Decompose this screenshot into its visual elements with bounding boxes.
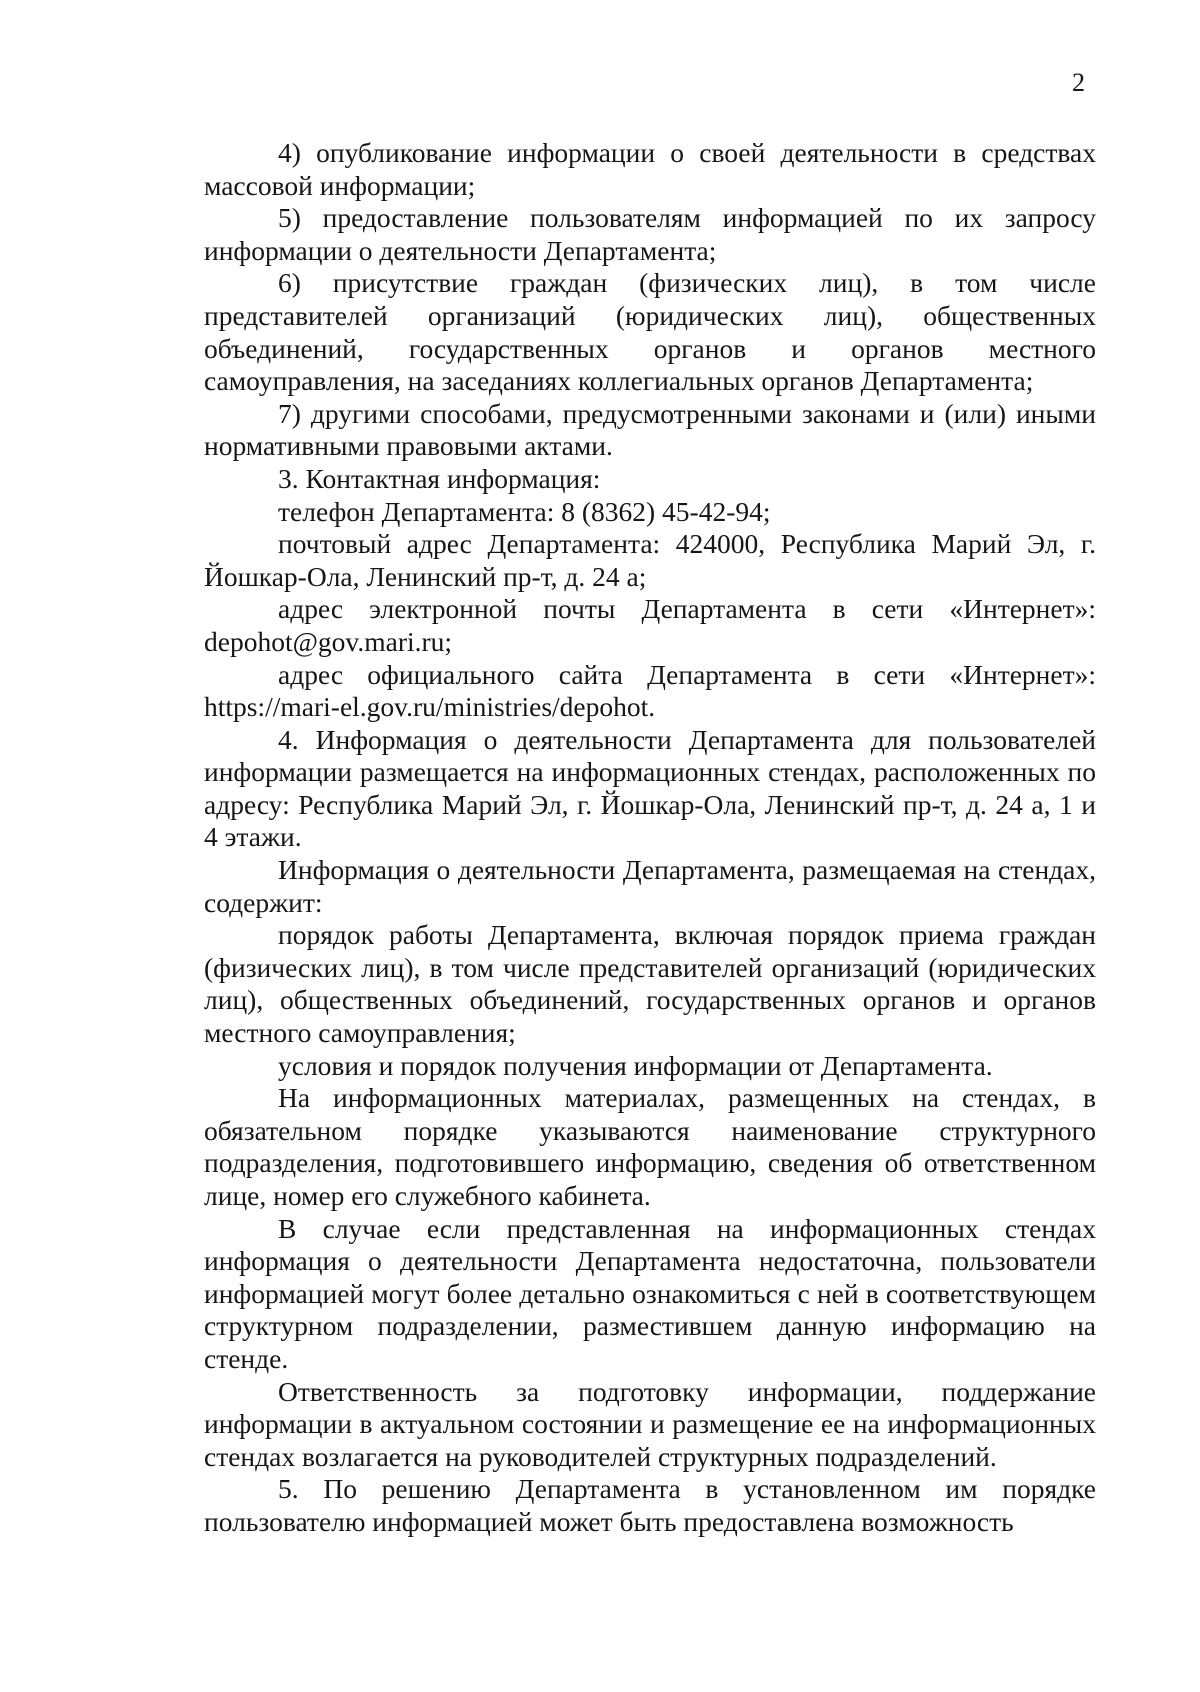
paragraph-item-5-provision: 5) предоставление пользователям информацией по их запросу информации о деятельности Департамента; <box>204 202 1096 266</box>
section-3-heading: 3. Контактная информация: <box>278 462 601 494</box>
contact-website: адрес официального сайта Департамента в сети «Интернет»: https://mari-el.gov.ru/ministries/depohot. <box>204 658 1096 723</box>
stands-content-intro: Информация о деятельности Департамента, размещаемая на стендах, содержит: <box>204 854 1096 918</box>
contact-email: адрес электронной почты Департамента в сети «Интернет»: depohot@gov.mari.ru; <box>204 593 1096 657</box>
stands-insufficient-info: В случае если представленная на информационных стендах информация о деятельности Департамента недостаточна, пользователи информацией могут более детально ознакомиться с ней в соответствующем структурном подразделении, разместившем данную информацию на стенде. <box>204 1212 1096 1374</box>
contact-phone: телефон Департамента: 8 (8362) 45-42-94; <box>278 495 771 527</box>
stands-materials-requirements: На информационных материалах, размещенных на стендах, в обязательном порядке указываются наименование структурного подразделения, подготовившего информацию, сведения об ответственном лице, номер его служебного кабинета. <box>204 1082 1096 1211</box>
paragraph-item-6-presence: 6) присутствие граждан (физических лиц), в том числе представителей организаций (юридических лиц), общественных объединений, государственных органов и органов местного самоуправления, на заседаниях коллегиальных органов Департамента; <box>204 267 1096 397</box>
paragraph-item-7-other-methods: 7) другими способами, предусмотренными законами и (или) иными нормативными правовыми актами. <box>204 397 1096 462</box>
contact-postal-address: почтовый адрес Департамента: 424000, Республика Марий Эл, г. Йошкар-Ола, Ленинский пр-т, д. 24 а; <box>204 528 1096 592</box>
section-4-paragraph: 4. Информация о деятельности Департамента для пользователей информации размещается на информационных стендах, расположенных по адресу: Республика Марий Эл, г. Йошкар-Ола, Ленинский пр-т, д. 24 а, 1 и 4 этажи. <box>204 723 1096 853</box>
page-number: 2 <box>1072 68 1085 97</box>
stands-responsibility: Ответственность за подготовку информации, поддержание информации в актуальном состоянии и размещение ее на информационных стендах возлагается на руководителей структурных подразделений. <box>204 1375 1096 1472</box>
stands-work-schedule: порядок работы Департамента, включая порядок приема граждан (физических лиц), в том числе представителей организаций (юридических лиц), общественных объединений, государственных органов и органов местного самоуправления; <box>204 919 1096 1049</box>
stands-conditions: условия и порядок получения информации от Департамента. <box>278 1049 993 1081</box>
paragraph-item-4-publication: 4) опубликование информации о своей деятельности в средствах массовой информации; <box>204 137 1096 201</box>
section-5-paragraph: 5. По решению Департамента в установленном им порядке пользователю информацией может быть предоставлена возможность <box>204 1473 1096 1537</box>
document-body <box>204 137 1096 1539</box>
